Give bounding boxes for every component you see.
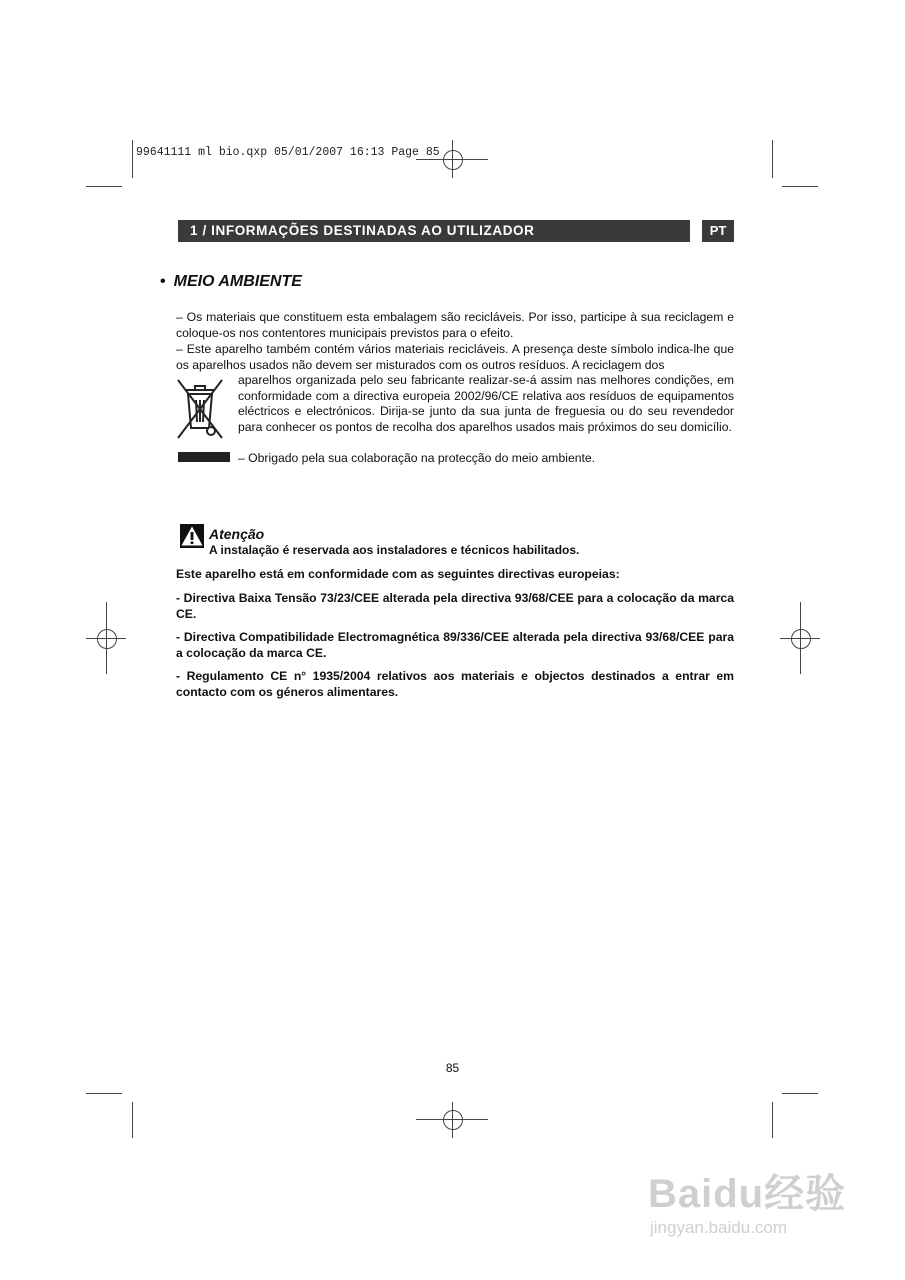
section-title-text: MEIO AMBIENTE	[173, 273, 302, 290]
page-number: 85	[445, 1061, 460, 1075]
directive-item: - Directiva Baixa Tensão 73/23/CEE alterada pela directiva 93/68/CEE para a colocação da marca CE.	[176, 591, 734, 621]
crossed-out-bin-icon	[174, 378, 226, 442]
warning-text: A instalação é reservada aos instaladores e técnicos habilitados.	[209, 543, 580, 557]
warning-icon	[180, 524, 204, 548]
directive-item: - Directiva Compatibilidade Electromagnética 89/336/CEE alterada pela directiva 93/68/CEE para a colocação da marca CE.	[176, 630, 734, 660]
section-title	[160, 273, 302, 291]
directives-intro: Este aparelho está em conformidade com as seguintes directivas europeias:	[176, 567, 620, 581]
registration-mark-right	[791, 629, 811, 649]
language-badge: PT	[702, 220, 734, 242]
directive-item: - Regulamento CE n° 1935/2004 relativos aos materiais e objectos destinados a entrar em contacto com os géneros alimentares.	[176, 669, 734, 699]
paragraph-packaging: – Os materiais que constituem esta embalagem são recicláveis. Por isso, participe à sua reciclagem e coloque-os nos contentores municipais previstos para o efeito.	[176, 310, 734, 340]
warning-title: Atenção	[209, 526, 265, 542]
paragraph-recycling-details: aparelhos organizada pelo seu fabricante realizar-se-á assim nas melhores condições, em conformidade com a directiva europeia 2002/96/CE relativa aos resíduos de equipamentos eléctricos e electrónicos. Dirija-se junto da sua junta de freguesia ou do seu revendedor para conhecer os pontos de recolha dos aparelhos usados mais próximos do seu domicílio.	[238, 373, 734, 434]
registration-mark-bottom	[443, 1110, 463, 1130]
bullet: •	[160, 273, 166, 290]
registration-mark-top	[443, 150, 463, 170]
weee-underline-bar	[178, 452, 230, 462]
section-header-bar: 1 / INFORMAÇÕES DESTINADAS AO UTILIZADOR	[178, 220, 690, 242]
watermark-logo: Baidu经验	[648, 1172, 847, 1216]
paragraph-recycling-intro: – Este aparelho também contém vários materiais recicláveis. A presença deste símbolo indica-lhe que os aparelhos usados não devem ser misturados com os outros resíduos. A reciclagem dos	[176, 342, 734, 372]
registration-mark-left	[97, 629, 117, 649]
paragraph-thanks: – Obrigado pela sua colaboração na protecção do meio ambiente.	[238, 451, 596, 465]
print-slug: 99641111 ml bio.qxp 05/01/2007 16:13 Page 85	[136, 146, 440, 159]
watermark-url: jingyan.baidu.com	[650, 1218, 788, 1237]
